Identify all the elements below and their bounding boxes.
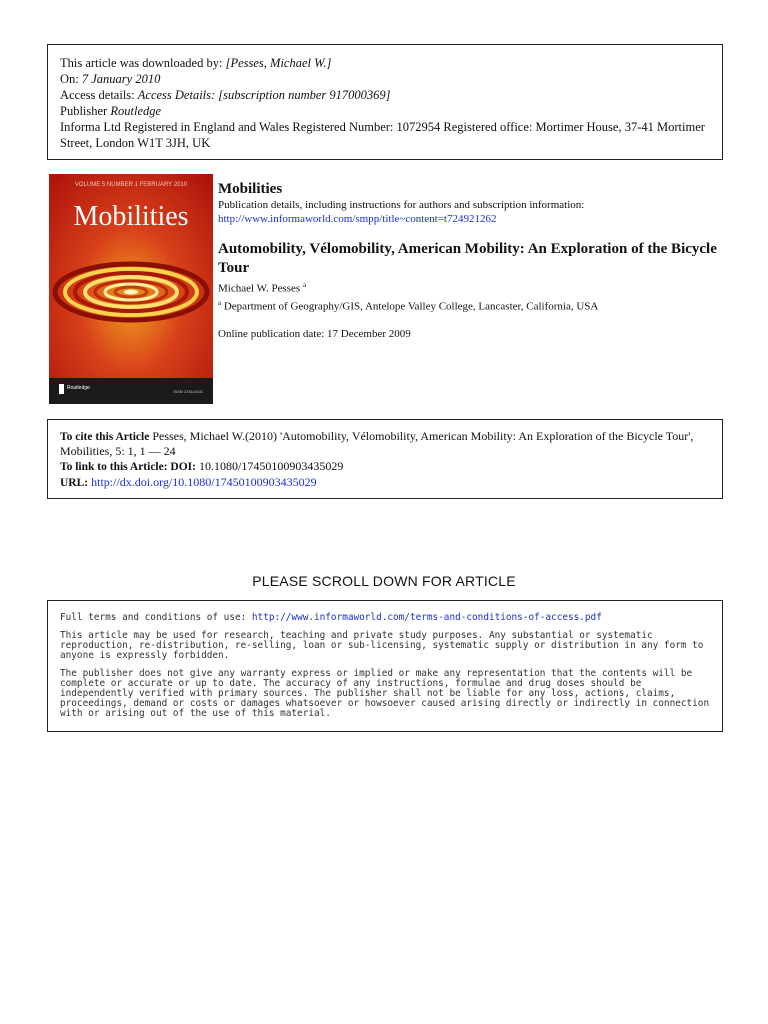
author-name: Michael W. Pesses xyxy=(218,282,303,295)
download-info-box xyxy=(47,44,723,160)
publication-details-text: Publication details, including instructions for authors and subscription information: xyxy=(218,199,585,211)
cite-row xyxy=(60,429,710,458)
cite-text: Pesses, Michael W.(2010) 'Automobility, Vélomobility, American Mobility: An Exploration of the Bicycle Tour', Mobilities, 5: 1, 1 — 24 xyxy=(60,429,694,458)
cite-label: To cite this Article xyxy=(60,431,150,443)
doi-value: 10.1080/17450100903435029 xyxy=(195,459,344,473)
cover-artwork xyxy=(49,174,213,404)
downloaded-by-line xyxy=(60,55,710,71)
author-superscript: a xyxy=(302,281,307,289)
terms-box xyxy=(47,600,723,732)
doi-url-link[interactable]: http://dx.doi.org/10.1080/17450100903435029 xyxy=(88,475,317,489)
author-line xyxy=(218,278,723,296)
download-date-value: 7 January 2010 xyxy=(81,72,161,86)
journal-cover-image xyxy=(49,174,213,404)
url-row xyxy=(60,475,710,490)
download-date-line xyxy=(60,71,710,87)
access-details-value: Access Details: [subscription number 917000369] xyxy=(137,88,391,102)
full-terms-line xyxy=(60,613,710,623)
affiliation-text: Department of Geography/GIS, Antelope Valley College, Lancaster, California, USA xyxy=(221,300,599,313)
article-title: Automobility, Vélomobility, American Mobility: An Exploration of the Bicycle Tour xyxy=(218,241,717,276)
doi-row xyxy=(60,459,710,474)
full-terms-label: Full terms and conditions of use: xyxy=(60,612,252,623)
cover-publisher: Routledge xyxy=(67,385,90,391)
terms-paragraph-1: This article may be used for research, teaching and private study purposes. Any substantial or systematic reproduction, re-distribution, re-selling, loan or sub-licensing, systematic supply or distribution in any form to anyone is expressly forbidden. xyxy=(60,630,704,661)
full-terms-link[interactable]: http://www.informaworld.com/terms-and-conditions-of-access.pdf xyxy=(251,612,602,623)
cover-title: Mobilities xyxy=(73,201,189,232)
cover-header-text: VOLUME 5 NUMBER 1 FEBRUARY 2010 xyxy=(74,182,188,188)
doi-label: To link to this Article: DOI: xyxy=(60,461,196,473)
url-label: URL: xyxy=(60,477,89,489)
scroll-down-message: PLEASE SCROLL DOWN FOR ARTICLE xyxy=(252,573,516,589)
downloaded-by-value: [Pesses, Michael W.] xyxy=(225,56,332,70)
registered-office-text: Informa Ltd Registered in England and Wales Registered Number: 1072954 Registered office: Mortimer House, 37-41 Mortimer Street, London W1T 3JH, UK xyxy=(60,120,705,150)
routledge-logo-icon xyxy=(59,384,64,394)
download-date-label: On: xyxy=(60,72,82,86)
citation-box xyxy=(47,419,723,499)
access-details-line xyxy=(60,87,710,103)
online-publication-date: Online publication date: 17 December 2009 xyxy=(218,328,411,341)
access-details-label: Access details: xyxy=(60,88,138,102)
publication-details-link[interactable]: http://www.informaworld.com/smpp/title~content=t724921262 xyxy=(218,213,497,225)
affiliation-line xyxy=(218,296,723,314)
publisher-label: Publisher xyxy=(60,104,111,118)
terms-paragraph-2: The publisher does not give any warranty express or implied or make any representation that the contents will be complete or accurate or up to date. The accuracy of any instructions, formulae and drug doses should be independently verified with primary sources. The publisher shall not be liable for any loss, actions, claims, proceedings, demand or costs or damages whatsoever or howsoever caused arising directly or indirectly in connection with or arising out of the use of this material. xyxy=(60,668,710,719)
journal-title: Mobilities xyxy=(218,181,283,197)
cover-issn: ISSN 1745-0101 xyxy=(173,389,203,394)
downloaded-by-label: This article was downloaded by: xyxy=(60,56,226,70)
publisher-line xyxy=(60,103,710,119)
article-info xyxy=(218,180,723,341)
publisher-value: Routledge xyxy=(110,104,162,118)
affiliation-superscript: a xyxy=(218,298,222,307)
